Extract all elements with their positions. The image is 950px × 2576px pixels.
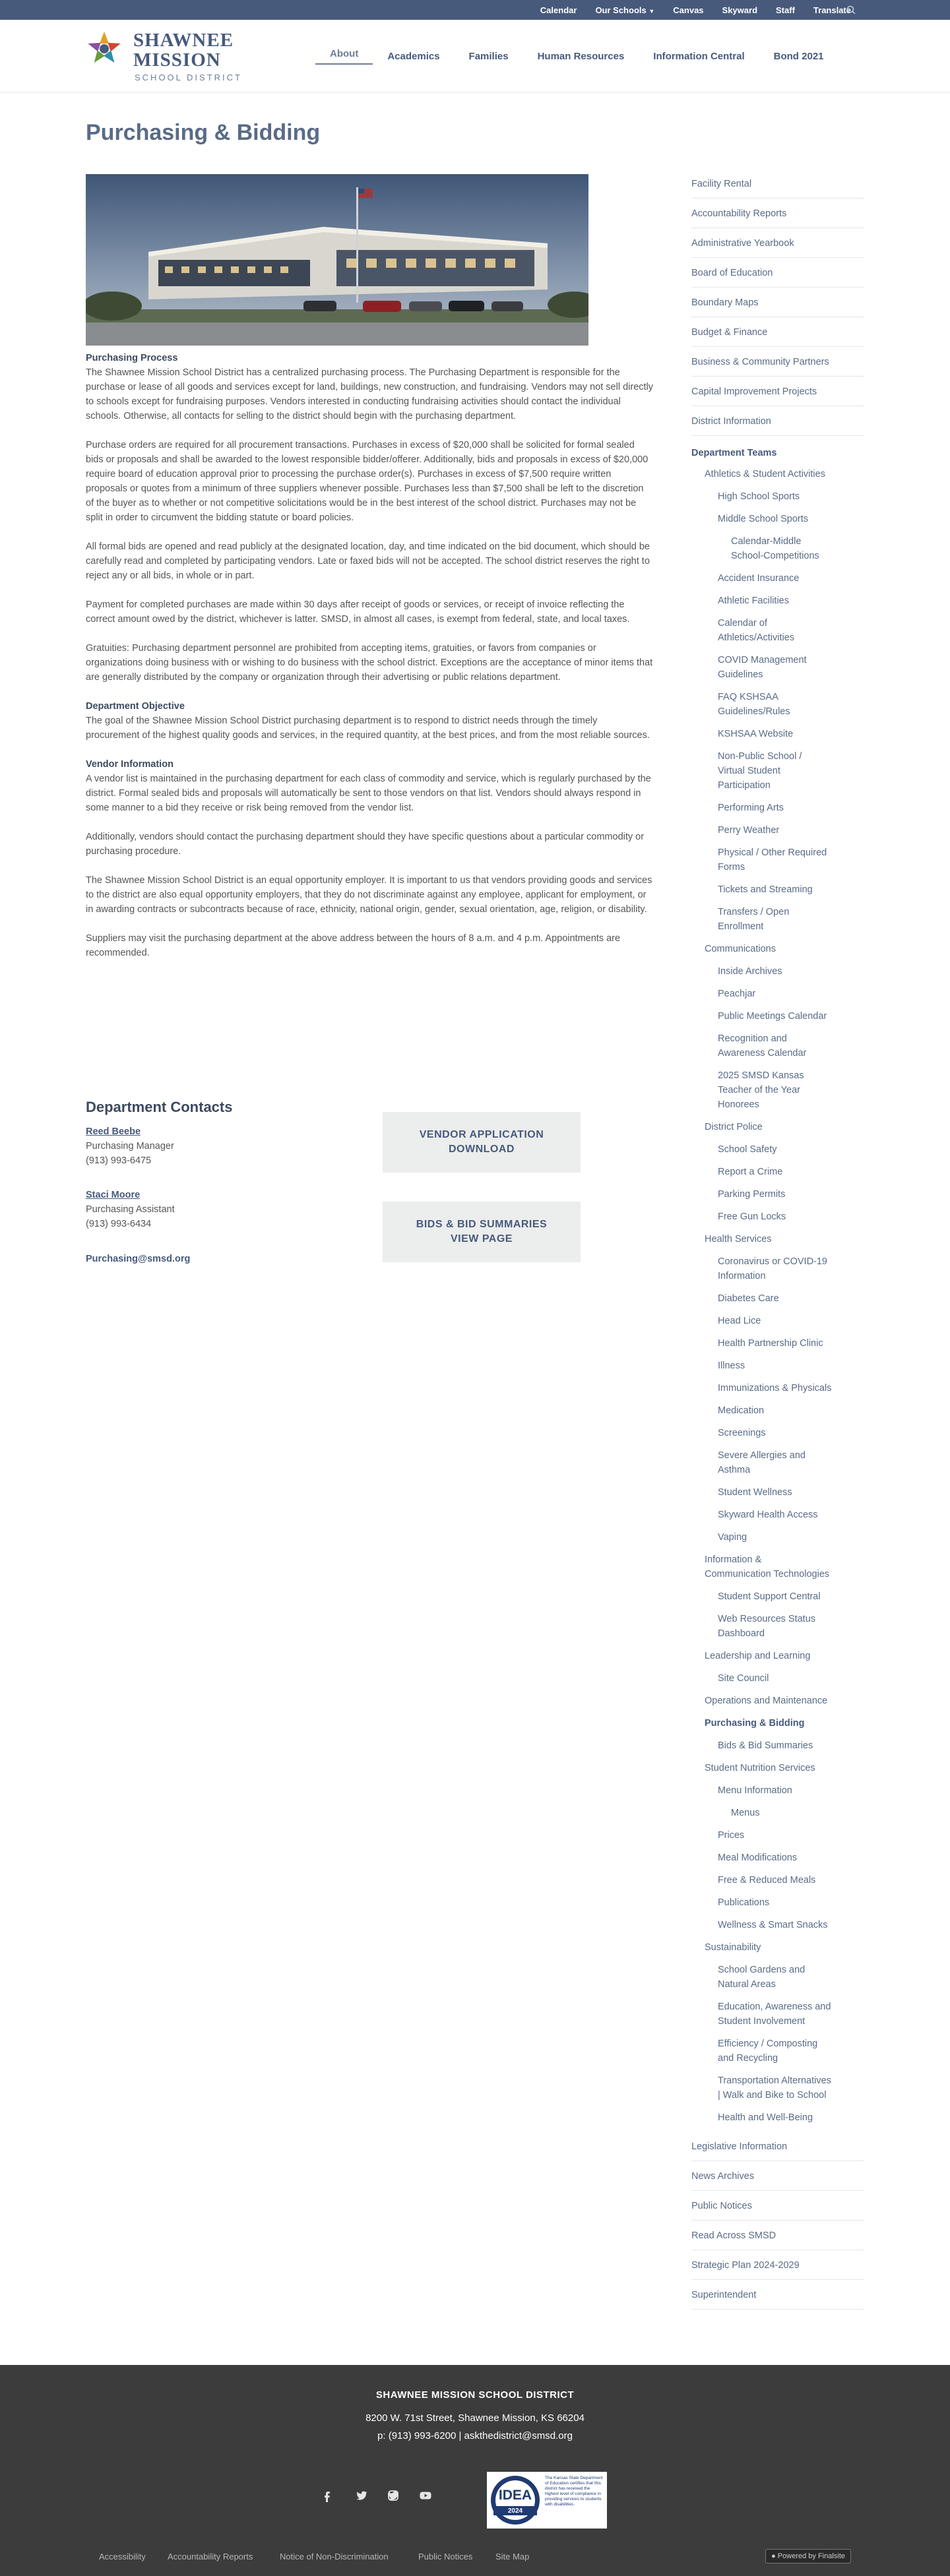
article-body — [86, 351, 653, 975]
sidebar-tree-item-53-line-0: Free & Reduced Meals — [718, 1875, 816, 1886]
nav-families[interactable]: Families — [468, 50, 509, 62]
sidebar-tree-item-34-line-0: Medication — [718, 1405, 765, 1416]
sidebar-item-5[interactable]: Budget & Finance — [691, 325, 864, 347]
sidebar-item-2[interactable]: Administrative Yearbook — [691, 236, 864, 258]
paragraph-payment: Payment for completed purchases are made within 30 days after receipt of goods or services, or receipt of invoice reflecting the correct amount owed by the district, whichever is latter. SMSD, in almost all cases, is exempt from federal, state, and local taxes. — [86, 599, 630, 625]
sidebar-tree-item-7-line-0: COVID Management — [718, 655, 807, 665]
sidebar-tree-item-43[interactable] — [705, 1649, 864, 1663]
sidebar-tree-item-40[interactable] — [705, 1552, 864, 1581]
contact-card-2 — [86, 1188, 175, 1231]
sidebar-tree-item-11[interactable] — [718, 801, 864, 815]
footer-contact[interactable]: p: (913) 993-6200 | askthedistrict@smsd.org — [377, 2430, 573, 2441]
footer-address: 8200 W. 71st Street, Shawnee Mission, KS 66204 — [365, 2412, 585, 2424]
footer-link-site-map[interactable]: Site Map — [495, 2552, 530, 2561]
sidebar-tree-item-55-line-0: Wellness & Smart Snacks — [718, 1920, 828, 1930]
sidebar-tree-item-8-line-0: FAQ KSHSAA — [718, 692, 778, 702]
sidebar-tree-item-10[interactable] — [718, 749, 864, 793]
sidebar-tree-item-37[interactable] — [718, 1485, 864, 1500]
search-icon[interactable] — [846, 5, 856, 15]
sidebar-item-0[interactable]: Facility Rental — [691, 177, 864, 199]
sidebar-tree-item-26[interactable] — [718, 1210, 864, 1224]
sidebar-tree-item-61[interactable] — [718, 2110, 864, 2125]
sidebar-tree-item-14-line-0: Tickets and Streaming — [718, 884, 813, 895]
sidebar-tree-item-35-line-0: Screenings — [718, 1428, 766, 1438]
sidebar-tree-item-46[interactable] — [705, 1716, 864, 1731]
utility-links — [540, 0, 851, 20]
bids-summaries-sublabel: VIEW PAGE — [450, 1233, 513, 1244]
sidebar-tree-item-2-line-0: Middle School Sports — [718, 514, 809, 524]
sidebar-tree-item-44[interactable] — [718, 1671, 864, 1686]
sidebar-tree-item-42-line-1: Dashboard — [718, 1628, 765, 1639]
site-footer — [0, 2365, 950, 2576]
utility-link-translate[interactable]: Translate — [813, 5, 851, 15]
paragraph-visit-hours: Suppliers may visit the purchasing department at the above address between the hours of 8 a.m. and 4 p.m. Appointments are recommended. — [86, 933, 621, 958]
sidebar-tree-item-60-line-1: | Walk and Bike to School — [718, 2090, 827, 2101]
sidebar-tree-item-42-line-0: Web Resources Status — [718, 1614, 816, 1624]
sidebar-tree-item-38[interactable] — [718, 1508, 864, 1522]
sidebar-item-1[interactable]: Accountability Reports — [691, 206, 864, 228]
sidebar-tree-item-48-line-0: Student Nutrition Services — [705, 1763, 815, 1773]
page-title: Purchasing & Bidding — [86, 120, 321, 145]
sidebar-tree-item-60-line-0: Transportation Alternatives — [718, 2075, 831, 2086]
nav-bond-2021[interactable]: Bond 2021 — [773, 50, 824, 62]
idea-badge-text: The Kansas State Department of Education certifies that this district has received the highest level of compliance in providing services to students with disabilities. — [545, 2476, 603, 2507]
sidebar-tree-item-3[interactable] — [731, 534, 864, 563]
sidebar-tree-item-7-line-1: Guidelines — [718, 669, 763, 680]
sidebar-tree-item-59-line-0: Efficiency / Composting — [718, 2039, 818, 2049]
facebook-icon[interactable] — [321, 2489, 334, 2502]
sidebar-tree-item-36-line-1: Asthma — [718, 1465, 751, 1475]
utility-link-our-schools[interactable] — [595, 5, 654, 15]
sidebar-tree-item-15-line-0: Transfers / Open — [718, 907, 790, 917]
sidebar-tree-item-12-line-0: Perry Weather — [718, 825, 780, 836]
sidebar-item-department-teams[interactable]: Department Teams — [691, 448, 777, 458]
paragraph-vendor-list: A vendor list is maintained in the purchasing department for each class of commodity and service, which is regularly purchased by the district. Formal sealed bids and proposals will automatically be sent to those vendors on that list. Vendors should always respond in some manner to a bid they receive or risk being removed from the vendor list. — [86, 774, 651, 813]
sidebar-tree-item-46-line-0: Purchasing & Bidding — [705, 1718, 805, 1729]
sidebar-tree-item-17[interactable] — [718, 964, 864, 979]
powered-by-finalsite[interactable] — [765, 2549, 851, 2563]
nav-human-resources[interactable]: Human Resources — [537, 50, 625, 62]
site-header — [0, 20, 950, 92]
purchasing-email-link[interactable]: Purchasing@smsd.org — [86, 1254, 191, 1264]
sidebar-item-4[interactable]: Boundary Maps — [691, 295, 864, 317]
sidebar-tree-item-0-line-0: Athletics & Student Activities — [705, 469, 825, 479]
idea-badge-label: IDEA — [498, 2488, 532, 2503]
sidebar-tree-item-55[interactable] — [718, 1918, 864, 1932]
sidebar-tree-item-54[interactable] — [718, 1895, 864, 1910]
paragraph-gratuities: Gratuities: Purchasing department personnel are prohibited from accepting items, gratuities, or favors from companies or organizations doing business with or wishing to do business with the school district. Exceptions are the acceptance of minor items that are generally distributed by the company or organization through their advertising or public relations department. — [86, 643, 653, 683]
sidebar-tree-item-28[interactable] — [718, 1254, 864, 1283]
sidebar-tree-item-49-line-0: Menu Information — [718, 1785, 792, 1796]
sidebar-tree-item-17-line-0: Inside Archives — [718, 966, 782, 977]
sidebar-tree-item-48[interactable] — [705, 1761, 864, 1775]
sidebar-tree-item-52-line-0: Meal Modifications — [718, 1853, 798, 1863]
sidebar-tree-item-8-line-1: Guidelines/Rules — [718, 706, 790, 717]
utility-link-skyward[interactable]: Skyward — [722, 5, 758, 15]
sidebar-tree-item-6-line-1: Athletics/Activities — [718, 632, 795, 643]
sidebar-tree-item-5-line-0: Athletic Facilities — [718, 596, 789, 606]
sidebar-tree-item-40-line-1: Communication Technologies — [705, 1569, 830, 1579]
sidebar-tree-item-20-line-0: Recognition and — [718, 1033, 787, 1044]
twitter-bird-icon[interactable] — [355, 2489, 368, 2502]
vendor-application-sublabel: DOWNLOAD — [449, 1144, 515, 1155]
sidebar-tree-item-56[interactable] — [705, 1940, 864, 1955]
sidebar-tree-item-9[interactable] — [718, 727, 864, 741]
sidebar-tree-item-16-line-0: Communications — [705, 944, 776, 954]
paragraph-purchase-orders: Purchase orders are required for all procurement transactions. Purchases in excess of $20,000 shall be solicited for formal sealed bids or proposals and shall be awarded to the lowest responsible bidder/offerer. Additionally, bids and proposals in excess of $20,000 require board of education approval prior to processing the purchase order(s). Purchases in excess of $7,500 require written proposals or quotes from a minimum of three suppliers whenever possible. Purchases less than $7,500 shall be left to the discretion of the buyer as to whether or not competitive solicitations would be in the best interest of the school district. Purchases may not be split in order to circumvent the bidding statute or board policies. — [86, 440, 649, 523]
sidebar-tree-item-61-line-0: Health and Well-Being — [718, 2112, 813, 2123]
contact-2-phone: (913) 993-6434 — [86, 1219, 152, 1229]
sidebar-tree-item-50[interactable] — [731, 1806, 864, 1820]
sidebar-tree-item-7[interactable] — [718, 653, 864, 682]
sidebar-tree-item-0[interactable] — [705, 467, 864, 481]
sidebar-tree-item-29[interactable] — [718, 1291, 864, 1306]
sidebar-tree-item-57-line-0: School Gardens and — [718, 1965, 806, 1975]
main-nav — [315, 20, 839, 92]
utility-bar — [0, 0, 950, 20]
sidebar-tree-item-23-line-0: School Safety — [718, 1144, 777, 1155]
logo-line-3: SCHOOL DISTRICT — [135, 73, 242, 82]
sidebar-tree-item-21-line-2: Honorees — [718, 1099, 759, 1110]
sidebar-tree-item-16[interactable] — [705, 942, 864, 956]
contact-card-1 — [86, 1124, 174, 1168]
sidebar-tree-item-22-line-0: District Police — [705, 1122, 763, 1132]
vendor-application-label: VENDOR APPLICATION — [419, 1129, 544, 1140]
sidebar-tree-item-37-line-0: Student Wellness — [718, 1487, 792, 1498]
sidebar-tree-item-24[interactable] — [718, 1165, 864, 1179]
sidebar-tree-item-59-line-1: and Recycling — [718, 2053, 778, 2064]
sidebar-tree-item-27-line-0: Health Services — [705, 1234, 772, 1244]
contact-1-phone: (913) 993-6475 — [86, 1155, 152, 1166]
nav-information-central[interactable]: Information Central — [653, 50, 745, 62]
sidebar-item-7[interactable]: Capital Improvement Projects — [691, 384, 864, 406]
sidebar-tree-item-18[interactable] — [718, 987, 864, 1001]
sidebar-bottom-item-0[interactable]: Legislative Information — [691, 2139, 864, 2161]
sidebar-tree-item-20-line-1: Awareness Calendar — [718, 1048, 807, 1058]
sidebar-tree-item-45[interactable] — [705, 1694, 864, 1708]
footer-link-accountability[interactable]: Accountability Reports — [168, 2552, 253, 2561]
utility-link-calendar[interactable]: Calendar — [540, 5, 577, 15]
sidebar-tree-item-33[interactable] — [718, 1381, 864, 1395]
bids-summaries-button[interactable] — [383, 1202, 581, 1262]
sidebar-tree-item-36-line-0: Severe Allergies and — [718, 1450, 806, 1461]
nav-academics[interactable]: Academics — [387, 50, 440, 62]
sidebar-tree-item-10-line-0: Non-Public School / — [718, 751, 802, 762]
sidebar-bottom-item-2[interactable]: Public Notices — [691, 2199, 864, 2221]
sidebar-tree-item-39[interactable] — [718, 1530, 864, 1545]
chevron-down-icon: ▼ — [649, 7, 655, 15]
sidebar-tree-item-19[interactable] — [718, 1009, 864, 1024]
sidebar-tree-item-21-line-1: Teacher of the Year — [718, 1085, 800, 1095]
sidebar-item-6[interactable]: Business & Community Partners — [691, 355, 864, 377]
sidebar-tree-item-56-line-0: Sustainability — [705, 1942, 761, 1953]
sidebar-tree-item-52[interactable] — [718, 1851, 864, 1865]
sidebar-tree-item-1[interactable] — [718, 489, 864, 504]
footer-link-non-discrimination[interactable]: Notice of Non-Discrimination — [280, 2552, 389, 2561]
sidebar-bottom-item-4[interactable]: Strategic Plan 2024-2029 — [691, 2258, 864, 2280]
contact-2-role: Purchasing Assistant — [86, 1204, 175, 1215]
sidebar-tree-item-58-line-0: Education, Awareness and — [718, 2002, 831, 2012]
sidebar-tree-item-58[interactable] — [718, 2000, 864, 2029]
section-heading-department-objective: Department Objective — [86, 701, 185, 712]
finalsite-logo-icon: ● — [771, 2552, 776, 2560]
utility-link-canvas[interactable]: Canvas — [673, 5, 704, 15]
department-contacts-heading: Department Contacts — [86, 1099, 233, 1115]
sidebar-tree-item-5[interactable] — [718, 594, 864, 608]
sidebar-tree-item-38-line-0: Skyward Health Access — [718, 1510, 818, 1520]
sidebar-tree-item-59[interactable] — [718, 2037, 864, 2066]
sidebar-item-3[interactable]: Board of Education — [691, 266, 864, 288]
sidebar-tree-item-25-line-0: Parking Permits — [718, 1189, 786, 1200]
sidebar-tree-item-3-line-1: School-Competitions — [731, 551, 819, 561]
sidebar-tree-item-51-line-0: Prices — [718, 1830, 745, 1841]
nav-about[interactable]: About — [315, 48, 373, 65]
sidebar-tree-item-45-line-0: Operations and Maintenance — [705, 1696, 828, 1706]
sidebar-tree-item-13-line-0: Physical / Other Required — [718, 847, 827, 858]
sidebar-tree-item-57[interactable] — [718, 1963, 864, 1992]
section-heading-vendor-information: Vendor Information — [86, 759, 174, 770]
sidebar-tree-item-47-line-0: Bids & Bid Summaries — [718, 1740, 813, 1751]
paragraph-purchasing-process: The Shawnee Mission School District has a centralized purchasing process. The Purchasing Department is responsible for the purchase or lease of all goods and services except for land, buildings, new construction, and fundraising. Vendors may not sell directly to schools except for fundraising purposes. Vendors interested in conducting fundraising activities should contact the individual schools. Otherwise, all contacts for selling to the district should begin with the purchasing department. — [86, 367, 654, 421]
paragraph-vendor-questions: Additionally, vendors should contact the purchasing department should they have specific questions about a particular commodity or purchasing procedure. — [86, 832, 645, 857]
contact-1-name[interactable]: Reed Beebe — [86, 1126, 141, 1137]
sidebar-item-8[interactable]: District Information — [691, 414, 864, 436]
sidebar-tree-item-31-line-0: Health Partnership Clinic — [718, 1338, 823, 1349]
sidebar-tree-item-54-line-0: Publications — [718, 1897, 770, 1908]
sidebar-tree-item-53[interactable] — [718, 1873, 864, 1887]
sidebar-tree-item-8[interactable] — [718, 690, 864, 719]
sidebar-tree-item-58-line-1: Student Involvement — [718, 2016, 806, 2027]
sidebar-tree-item-33-line-0: Immunizations & Physicals — [718, 1383, 832, 1394]
sidebar-tree-item-10-line-2: Participation — [718, 780, 771, 791]
sidebar-tree-item-4-line-0: Accident Insurance — [718, 573, 800, 584]
sidebar-tree-item-27[interactable] — [705, 1232, 864, 1246]
sidebar-tree-item-20[interactable] — [718, 1031, 864, 1060]
contact-2-name[interactable]: Staci Moore — [86, 1190, 141, 1200]
district-logo[interactable] — [86, 28, 251, 88]
sidebar-tree-item-28-line-1: Information — [718, 1271, 766, 1281]
powered-by-label: Powered by Finalsite — [777, 2552, 845, 2560]
instagram-icon[interactable] — [387, 2489, 400, 2502]
sidebar-tree-item-24-line-0: Report a Crime — [718, 1167, 783, 1177]
sidebar-tree-item-42[interactable] — [718, 1612, 864, 1641]
idea-badge-year: 2024 — [507, 2507, 523, 2515]
paragraph-objective: The goal of the Shawnee Mission School District purchasing department is to respond to district needs through the timely procurement of the highest quality goods and services, in the required quantity, at the best prices, and from the most reliable sources. — [86, 716, 650, 741]
youtube-icon[interactable] — [419, 2489, 432, 2502]
sidebar-tree-item-2[interactable] — [718, 512, 864, 526]
idea-certification-badge — [487, 2472, 607, 2529]
sidebar-tree-item-50-line-0: Menus — [731, 1808, 760, 1818]
sidebar-tree-item-31[interactable] — [718, 1336, 864, 1351]
sidebar-bottom-item-5[interactable]: Superintendent — [691, 2288, 864, 2310]
sidebar-tree-item-9-line-0: KSHSAA Website — [718, 729, 794, 739]
sidebar-tree-item-13-line-1: Forms — [718, 862, 745, 873]
sidebar-tree-item-34[interactable] — [718, 1403, 864, 1418]
utility-link-staff[interactable]: Staff — [776, 5, 795, 15]
sidebar-tree-item-13[interactable] — [718, 845, 864, 874]
sidebar-tree-item-22[interactable] — [705, 1120, 864, 1134]
logo-line-2: MISSION — [133, 49, 221, 71]
sidebar-tree-item-30[interactable] — [718, 1314, 864, 1328]
footer-district-name: SHAWNEE MISSION SCHOOL DISTRICT — [375, 2389, 575, 2401]
sidebar-tree-item-49[interactable] — [718, 1783, 864, 1798]
sidebar-tree-item-18-line-0: Peachjar — [718, 989, 756, 999]
sidebar-tree-item-15[interactable] — [718, 905, 864, 934]
sidebar-tree-item-6-line-0: Calendar of — [718, 618, 767, 629]
sidebar-tree-item-51[interactable] — [718, 1828, 864, 1843]
sidebar-tree-item-26-line-0: Free Gun Locks — [718, 1211, 786, 1222]
paragraph-formal-bids: All formal bids are opened and read publicly at the designated location, day, and time indicated on the bid document, which should be carefully read and completed by participating vendors. Late or faxed bids will not be accepted. The school district reserves the right to reject any or all bids, in whole or in part. — [86, 541, 650, 581]
contact-1-role: Purchasing Manager — [86, 1141, 174, 1151]
sidebar-tree-item-12[interactable] — [718, 823, 864, 838]
bids-summaries-label: BIDS & BID SUMMARIES — [416, 1219, 548, 1230]
sidebar-tree-item-11-line-0: Performing Arts — [718, 803, 784, 813]
sidebar-tree-item-47[interactable] — [718, 1738, 864, 1753]
sidebar-tree-item-36[interactable] — [718, 1448, 864, 1477]
sidebar-tree-item-21[interactable] — [718, 1068, 864, 1112]
sidebar-tree-item-32[interactable] — [718, 1359, 864, 1373]
hero-building-photo — [86, 174, 588, 346]
sidebar-tree-item-32-line-0: Illness — [718, 1361, 745, 1371]
sidebar-tree-item-25[interactable] — [718, 1187, 864, 1202]
sidebar-tree-item-41-line-0: Student Support Central — [718, 1591, 821, 1602]
sidebar-tree-item-44-line-0: Site Council — [718, 1673, 769, 1684]
sidebar-tree-item-15-line-1: Enrollment — [718, 921, 764, 932]
sidebar-tree-item-3-line-0: Calendar-Middle — [731, 536, 802, 547]
sidebar-tree-item-29-line-0: Diabetes Care — [718, 1293, 779, 1304]
sidebar-tree-item-40-line-0: Information & — [705, 1554, 762, 1565]
sidebar-tree-item-57-line-1: Natural Areas — [718, 1979, 776, 1990]
sidebar-tree-item-41[interactable] — [718, 1589, 864, 1604]
logo-mark-icon — [86, 30, 123, 73]
section-heading-purchasing-process: Purchasing Process — [86, 353, 178, 363]
sidebar-tree-item-35[interactable] — [718, 1426, 864, 1440]
sidebar-tree-item-23[interactable] — [718, 1142, 864, 1157]
sidebar-tree-item-43-line-0: Leadership and Learning — [705, 1651, 811, 1661]
sidebar-tree-item-10-line-1: Virtual Student — [718, 766, 780, 776]
sidebar-tree-item-39-line-0: Vaping — [718, 1532, 747, 1543]
sidebar-tree-item-6[interactable] — [718, 616, 864, 645]
logo-line-1: SHAWNEE — [133, 30, 234, 51]
our-schools-label: Our Schools — [595, 5, 647, 15]
sidebar-bottom-item-3[interactable]: Read Across SMSD — [691, 2228, 864, 2250]
sidebar-tree-item-19-line-0: Public Meetings Calendar — [718, 1011, 827, 1022]
header-divider — [0, 92, 950, 93]
paragraph-equal-opportunity: The Shawnee Mission School District is an equal opportunity employer. It is important to us that vendors providing goods and services to the district are also equal opportunity employers, that they do not discriminate against any employee, applicant for employment, or in awarding contracts or subcontracts because of race, ethnicity, national origin, gender, sexual orientation, age, religion, or disability. — [86, 875, 652, 915]
footer-link-accessibility[interactable]: Accessibility — [99, 2552, 146, 2561]
sidebar-tree-item-14[interactable] — [718, 882, 864, 897]
sidebar-tree-item-1-line-0: High School Sports — [718, 491, 800, 502]
footer-link-public-notices[interactable]: Public Notices — [418, 2552, 473, 2561]
sidebar-tree-item-60[interactable] — [718, 2073, 864, 2102]
vendor-application-button[interactable] — [383, 1112, 581, 1173]
sidebar-tree-item-30-line-0: Head Lice — [718, 1316, 761, 1326]
sidebar-tree-item-4[interactable] — [718, 571, 864, 586]
sidebar-bottom-item-1[interactable]: News Archives — [691, 2169, 864, 2191]
sidebar-tree-item-28-line-0: Coronavirus or COVID-19 — [718, 1256, 827, 1267]
sidebar-tree-item-21-line-0: 2025 SMSD Kansas — [718, 1070, 804, 1081]
